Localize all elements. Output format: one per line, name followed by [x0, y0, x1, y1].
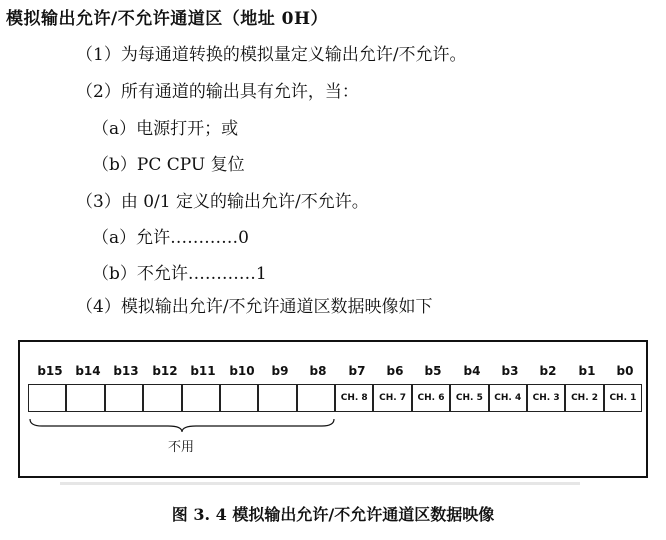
bit-label-b14: b14: [75, 364, 101, 378]
bit-label-b7: b7: [348, 364, 366, 378]
bit-cell-b13: [105, 384, 143, 412]
bit-label-b6: b6: [386, 364, 404, 378]
paragraph-4: （4）模拟输出允许/不允许通道区数据映像如下: [76, 297, 433, 317]
bit-cell-b8: [297, 384, 335, 412]
figure-caption: 图 3. 4 模拟输出允许/不允许通道区数据映像: [171, 505, 495, 524]
channel-cell-ch2: CH. 2: [565, 384, 603, 412]
channel-cell-ch1: CH. 1: [604, 384, 642, 412]
bit-label-b0: b0: [616, 364, 634, 378]
paragraph-3: （3）由 0/1 定义的输出允许/不允许。: [76, 192, 369, 212]
bit-cell-b11: [182, 384, 220, 412]
bit-label-b15: b15: [37, 364, 63, 378]
bit-label-b1: b1: [578, 364, 596, 378]
bit-label-b11: b11: [190, 364, 216, 378]
section-heading: 模拟输出允许/不允许通道区（地址 0H）: [6, 9, 329, 29]
channel-cell-ch6: CH. 6: [412, 384, 450, 412]
channel-cell-ch5: CH. 5: [450, 384, 488, 412]
bit-label-row: [28, 364, 643, 380]
bit-label-b5: b5: [424, 364, 442, 378]
channel-cell-ch7: CH. 7: [373, 384, 411, 412]
bit-cell-b14: [66, 384, 104, 412]
paragraph-2b: （b）PC CPU 复位: [92, 155, 245, 175]
bit-cell-b9: [258, 384, 296, 412]
bit-cell-b10: [220, 384, 258, 412]
paragraph-3b: （b）不允许…………1: [92, 264, 267, 284]
unused-label: 不用: [168, 440, 195, 455]
channel-bit-cells: [335, 384, 642, 412]
paragraph-2a: （a）电源打开；或: [92, 119, 239, 139]
bit-cell-b15: [28, 384, 66, 412]
bit-label-b3: b3: [501, 364, 519, 378]
bit-cell-b12: [143, 384, 181, 412]
unused-range-brace: [28, 418, 336, 432]
bit-label-b2: b2: [539, 364, 557, 378]
bit-label-b9: b9: [271, 364, 289, 378]
channel-cell-ch8: CH. 8: [335, 384, 373, 412]
bit-label-b12: b12: [152, 364, 178, 378]
unused-bit-cells: [28, 384, 335, 412]
paragraph-3a: （a）允许…………0: [92, 228, 249, 248]
paragraph-2: （2）所有通道的输出具有允许，当：: [76, 82, 359, 102]
bit-label-b13: b13: [113, 364, 139, 378]
channel-cell-ch3: CH. 3: [527, 384, 565, 412]
paragraph-1: （1）为每通道转换的模拟量定义输出允许/不允许。: [76, 45, 467, 65]
bit-label-b8: b8: [309, 364, 327, 378]
scan-smudge: [60, 482, 580, 485]
bit-label-b10: b10: [229, 364, 255, 378]
bit-label-b4: b4: [463, 364, 481, 378]
channel-cell-ch4: CH. 4: [489, 384, 527, 412]
